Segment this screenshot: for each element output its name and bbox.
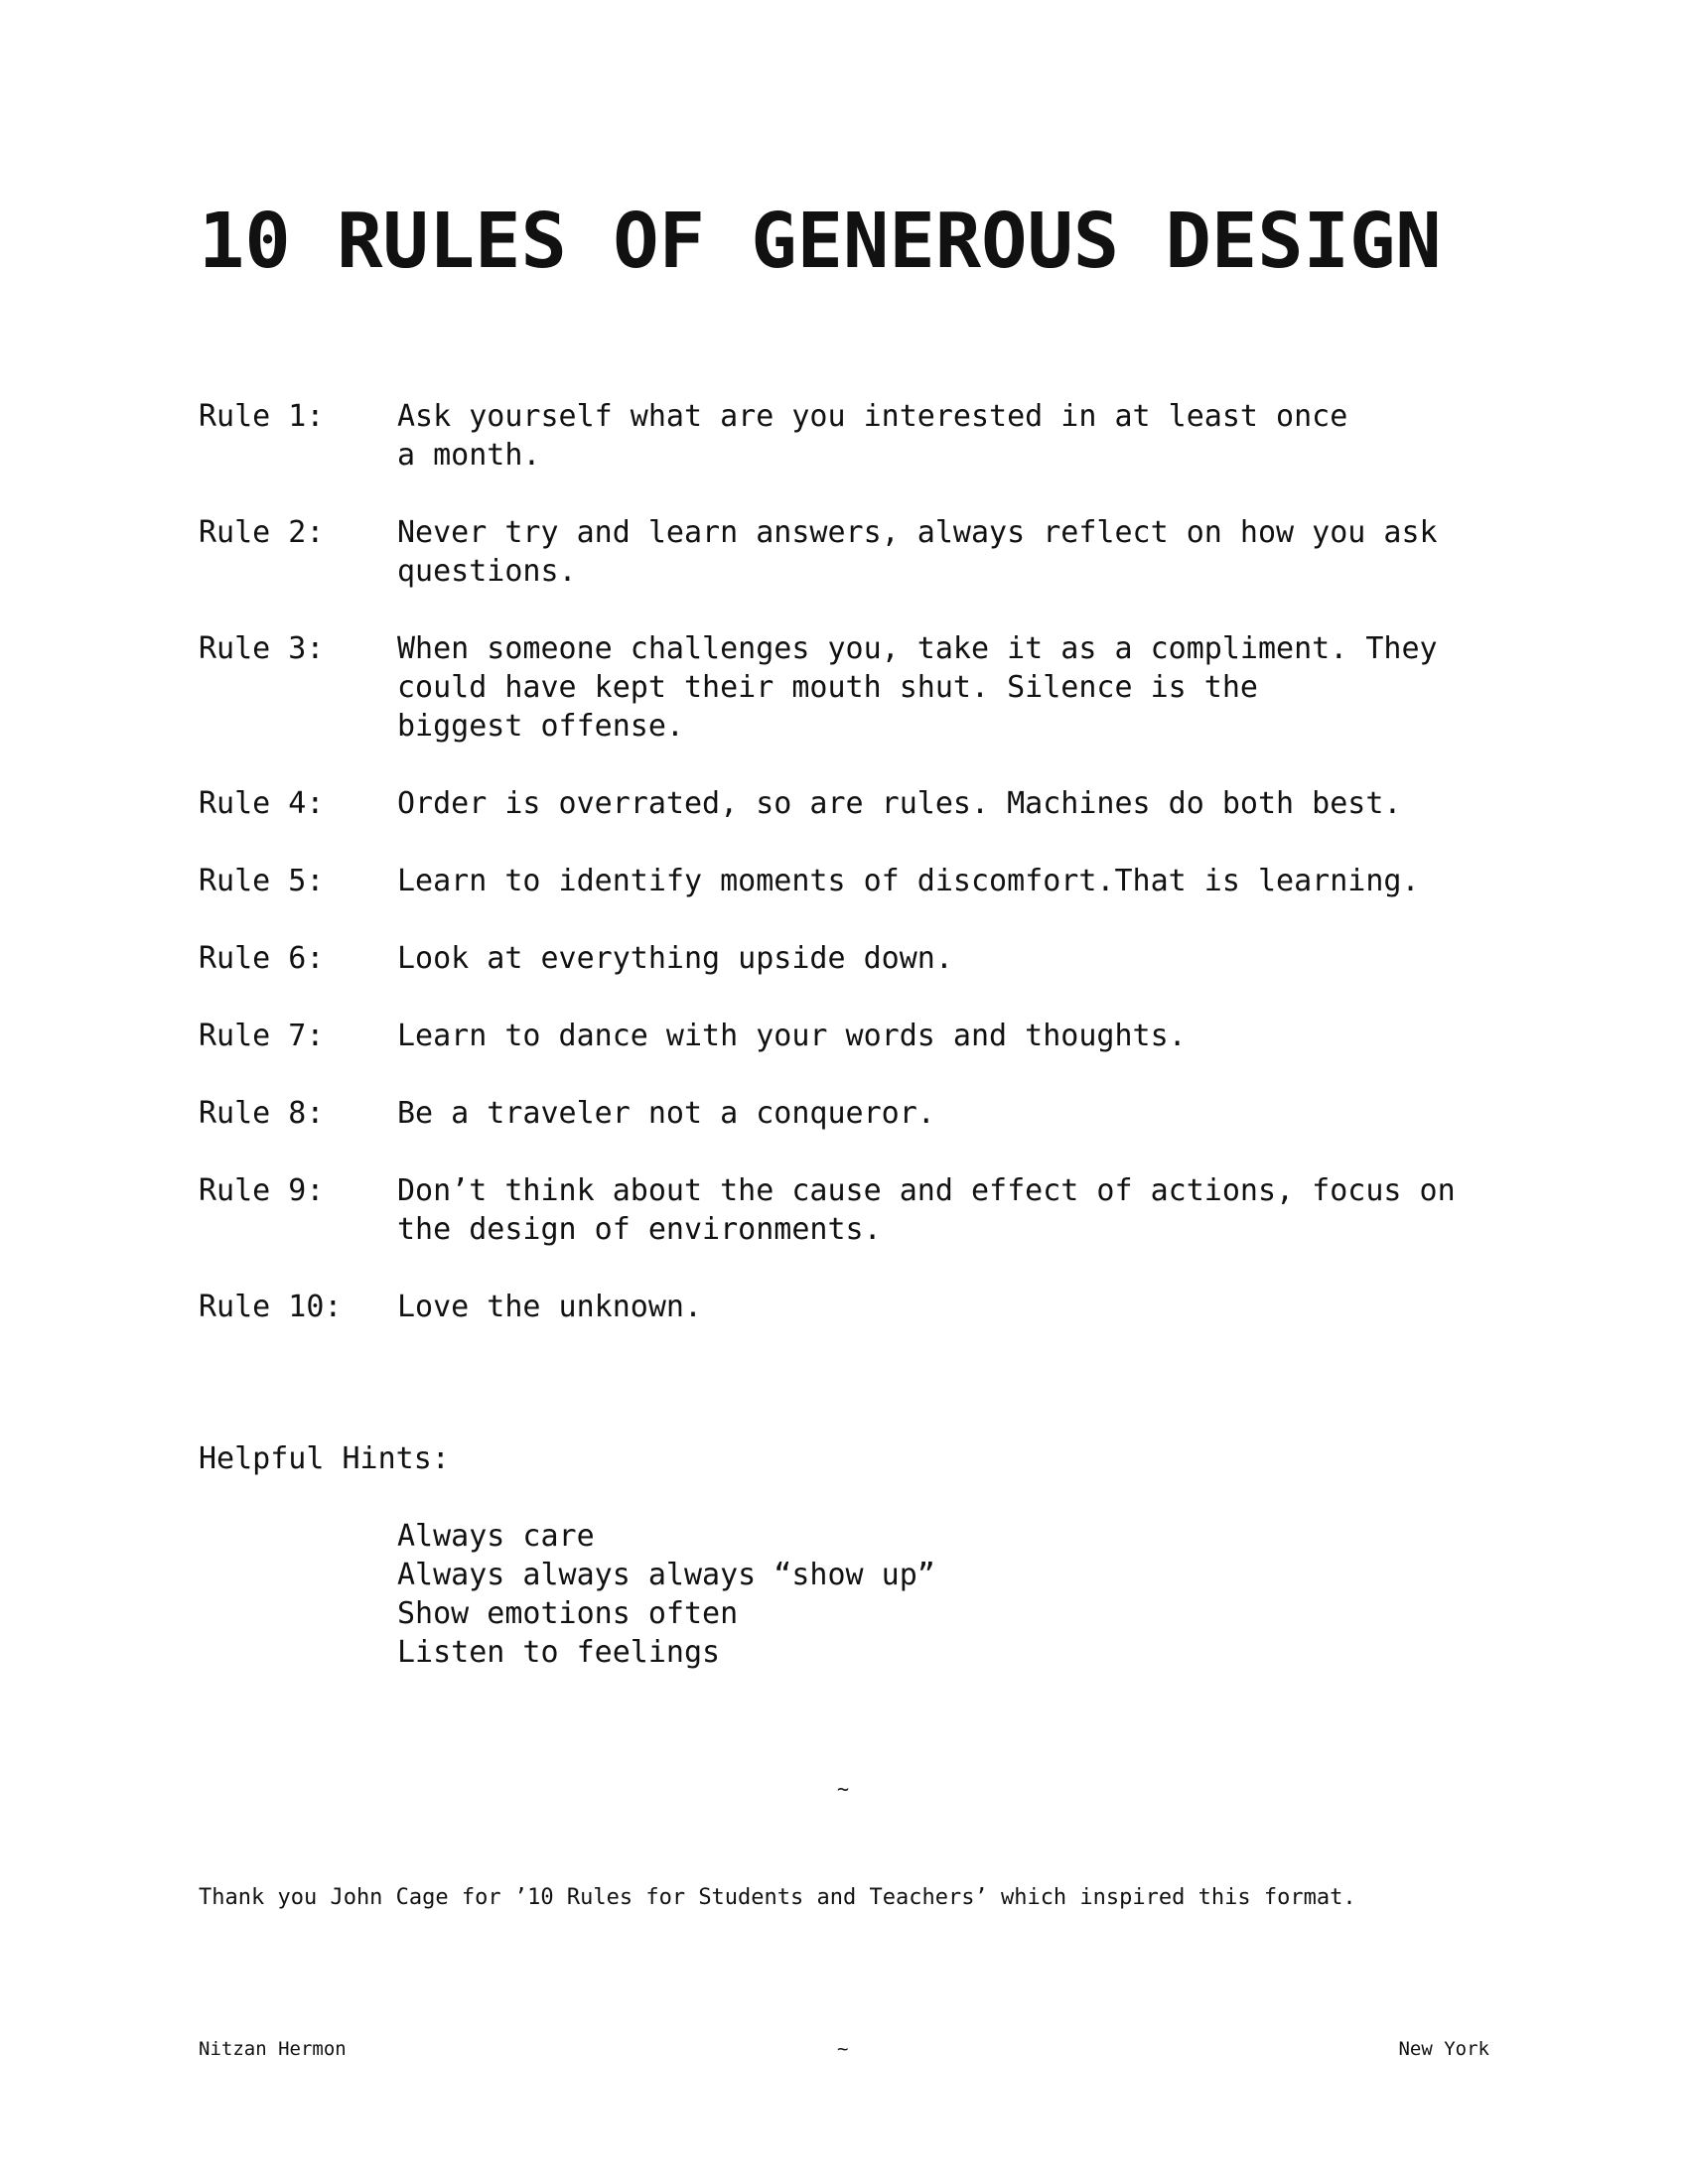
rule-item <box>199 513 1489 591</box>
hints-list <box>397 1517 935 1672</box>
rule-item <box>199 862 1489 900</box>
rule-label: Rule 8: <box>199 1096 325 1131</box>
rule-label: Rule 2: <box>199 515 325 550</box>
rule-label: Rule 4: <box>199 786 325 821</box>
acknowledgement: Thank you John Cage for ’10 Rules for Students and Teachers’ which inspired this format. <box>199 1885 1356 1910</box>
rule-text: When someone challenges you, take it as a compliment. They could have kept their mouth shut. Silence is the biggest offense. <box>397 631 1438 744</box>
hint-item: Show emotions often <box>397 1596 739 1631</box>
rule-label: Rule 6: <box>199 941 325 976</box>
rule-item <box>199 784 1489 823</box>
footer-author: Nitzan Hermon <box>199 2038 347 2060</box>
hints-heading: Helpful Hints: <box>199 1441 450 1476</box>
rule-item <box>199 397 1489 475</box>
rule-text: Learn to dance with your words and thoughts. <box>397 1019 1187 1053</box>
section-divider: ~ <box>837 1777 850 1801</box>
hint-item: Always care <box>397 1519 595 1554</box>
page-title: 10 RULES OF GENEROUS DESIGN <box>199 198 1442 286</box>
footer-divider: ~ <box>837 2038 849 2060</box>
rule-text: Look at everything upside down. <box>397 941 953 976</box>
rule-item <box>199 1288 1489 1326</box>
rules-list <box>199 397 1489 1365</box>
rule-item <box>199 939 1489 978</box>
rule-item <box>199 1171 1489 1249</box>
rule-item <box>199 1017 1489 1055</box>
rule-label: Rule 3: <box>199 631 325 666</box>
footer-location: New York <box>1398 2038 1489 2060</box>
rule-label: Rule 5: <box>199 864 325 898</box>
rule-text: Be a traveler not a conqueror. <box>397 1096 935 1131</box>
rule-text: Never try and learn answers, always reflect on how you ask questions. <box>397 515 1438 589</box>
rule-item <box>199 629 1489 746</box>
hint-item: Listen to feelings <box>397 1635 721 1670</box>
rule-label: Rule 10: <box>199 1290 343 1324</box>
rule-text: Learn to identify moments of discomfort.That is learning. <box>397 864 1420 898</box>
rule-label: Rule 9: <box>199 1173 325 1208</box>
rule-label: Rule 1: <box>199 399 325 434</box>
rule-item <box>199 1094 1489 1133</box>
rule-text: Order is overrated, so are rules. Machines do both best. <box>397 786 1402 821</box>
rule-label: Rule 7: <box>199 1019 325 1053</box>
rule-text: Ask yourself what are you interested in at least once a month. <box>397 399 1348 473</box>
hint-item: Always always always “show up” <box>397 1558 935 1592</box>
rule-text: Love the unknown. <box>397 1290 703 1324</box>
rule-text: Don’t think about the cause and effect of actions, focus on the design of environments. <box>397 1173 1456 1247</box>
